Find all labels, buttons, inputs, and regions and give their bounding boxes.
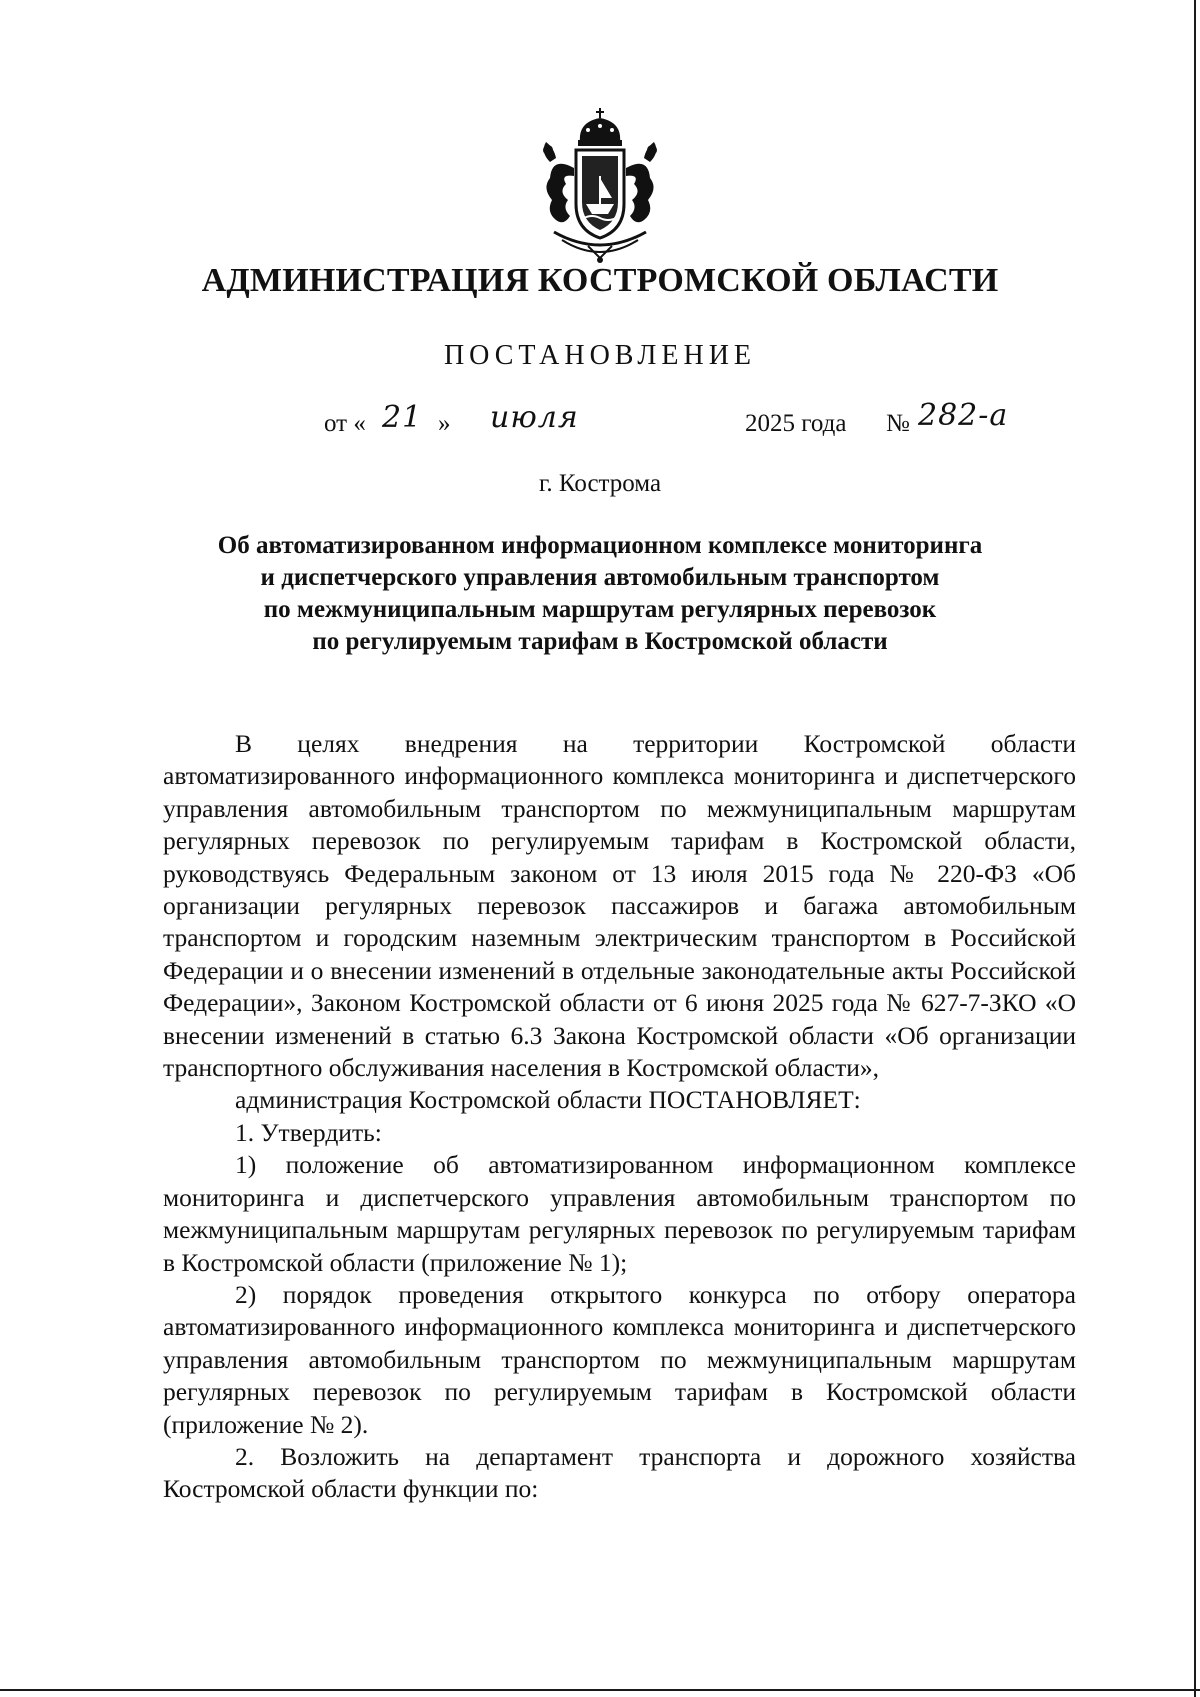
date-close-quote: » — [438, 410, 451, 437]
item-1-1-paragraph: 1) положение об автоматизированном информационном комплексе мониторинга и диспетчерского управления автомобильным транспортом по межмуниципальным маршрутам регулярных перевозок по регулируемым тарифам в Костромской области (приложение № 1); — [163, 1150, 1076, 1277]
scan-edge-bottom — [0, 1689, 1200, 1691]
date-year: 2025 года — [745, 410, 847, 437]
item-1-2-paragraph: 2) порядок проведения открытого конкурса по отбору оператора автоматизированного информационного комплекса мониторинга и диспетчерского управления автомобильным транспортом по межмуниципальным маршрутам регулярных перевозок по регулируемым тарифам в Костромской области (приложение № 2). — [163, 1279, 1076, 1439]
document-type: ПОСТАНОВЛЕНИЕ — [443, 340, 757, 371]
date-month-handwritten: июля — [490, 400, 579, 435]
heading-line: по межмуниципальным маршрутам регулярных перевозок — [263, 596, 937, 623]
kostroma-coat-of-arms-icon — [528, 108, 672, 266]
organization-title: АДМИНИСТРАЦИЯ КОСТРОМСКОЙ ОБЛАСТИ — [201, 262, 999, 299]
item-2-paragraph: 2. Возложить на департамент транспорта и дорожного хозяйства Костромской области функции по: — [163, 1441, 1076, 1504]
document-body — [163, 728, 1076, 1506]
city-name: г. Кострома — [538, 470, 662, 497]
date-line — [0, 396, 1200, 446]
heading-line: и диспетчерского управления автомобильным транспортом — [260, 564, 940, 591]
heading-line: Об автоматизированном информационном комплексе мониторинга — [217, 532, 983, 559]
document-number-sign: № — [886, 410, 910, 437]
date-prefix: от « — [324, 410, 366, 437]
preamble-paragraph: В целях внедрения на территории Костромской области автоматизированного информационного комплекса мониторинга и диспетчерского управления автомобильным транспортом по межмуниципальным маршрутам регулярных перевозок по регулируемым тарифам в Костромской области, руководствуясь Федеральным законом от 13 июля 2015 года № 220-ФЗ «Об организации регулярных перевозок пассажиров и багажа автомобильным транспортом и городским наземным электрическим транспортом в Российской Федерации и о внесении изменений в отдельные законодательные акты Российской Федерации», Законом Костромской области от 6 июня 2025 года № 627-7-ЗКО «О внесении изменений в статью 6.3 Закона Костромской области «Об организации транспортного обслуживания населения в Костромской области», — [163, 729, 1076, 1083]
resolves-paragraph: администрация Костромской области ПОСТАНОВЛЯЕТ: — [235, 1085, 861, 1115]
date-day-handwritten: 21 — [382, 400, 423, 435]
scan-edge-right — [1194, 0, 1196, 1697]
item-1-paragraph: 1. Утвердить: — [235, 1117, 382, 1147]
document-number-handwritten: 282-а — [918, 398, 1009, 433]
document-heading — [120, 530, 1080, 658]
heading-line: по регулируемым тарифам в Костромской области — [312, 628, 888, 655]
